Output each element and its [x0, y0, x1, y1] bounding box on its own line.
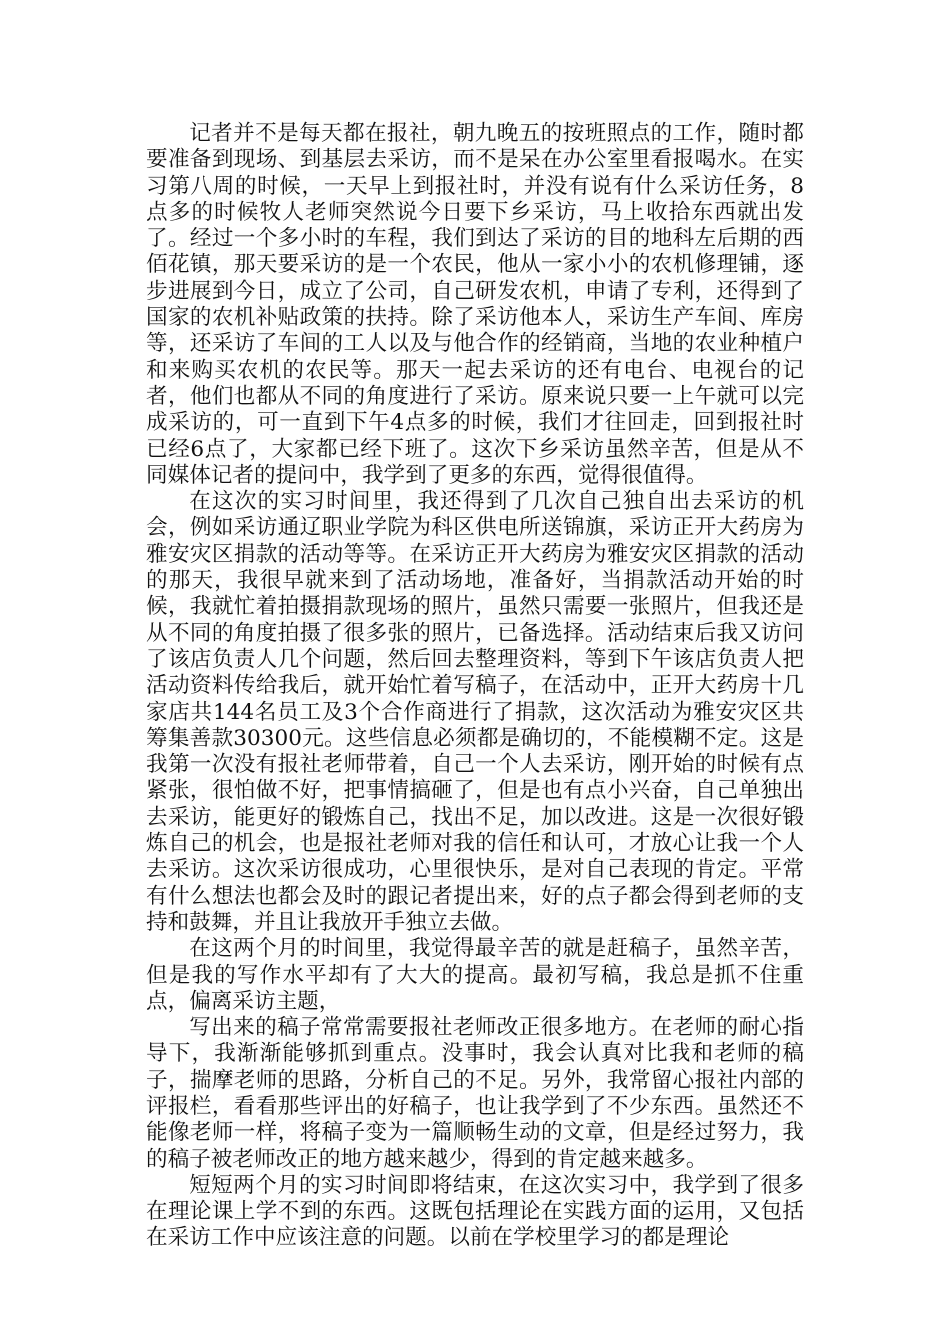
paragraph-5: 短短两个月的实习时间即将结束，在这次实习中，我学到了很多在理论课上学不到的东西。这既包括理论在实践方面的运用，又包括在采访工作中应该注意的问题。以前在学校里学习的都是理论 [146, 1172, 804, 1251]
paragraph-4: 写出来的稿子常常需要报社老师改正很多地方。在老师的耐心指导下，我渐渐能够抓到重点。没事时，我会认真对比我和老师的稿子，揣摩老师的思路，分析自己的不足。另外，我常留心报社内部的评报栏，看看那些评出的好稿子，也让我学到了不少东西。虽然还不能像老师一样，将稿子变为一篇顺畅生动的文章，但是经过努力，我的稿子被老师改正的地方越来越少，得到的肯定越来越多。 [146, 1015, 804, 1172]
document-body [146, 121, 804, 1252]
paragraph-3: 在这两个月的时间里，我觉得最辛苦的就是赶稿子，虽然辛苦，但是我的写作水平却有了大大的提高。最初写稿，我总是抓不住重点，偏离采访主题， [146, 936, 804, 1014]
paragraph-2: 在这次的实习时间里，我还得到了几次自己独自出去采访的机会，例如采访通辽职业学院为科区供电所送锦旗，采访正开大药房为雅安灾区捐款的活动等等。在采访正开大药房为雅安灾区捐款的活动的那天，我很早就来到了活动场地，准备好，当捐款活动开始的时候，我就忙着拍摄捐款现场的照片，虽然只需要一张照片，但我还是从不同的角度拍摄了很多张的照片，已备选择。活动结束后我又访问了该店负责人几个问题，然后回去整理资料，等到下午该店负责人把活动资料传给我后，就开始忙着写稿子，在活动中，正开大药房十几家店共144名员工及3个合作商进行了捐款，这次活动为雅安灾区共筹集善款30300元。这些信息必须都是确切的，不能模糊不定。这是我第一次没有报社老师带着，自己一个人去采访，刚开始的时候有点紧张，很怕做不好，把事情搞砸了，但是也有点小兴奋，自己单独出去采访，能更好的锻炼自己，找出不足，加以改进。这是一次很好锻炼自己的机会，也是报社老师对我的信任和认可，才放心让我一个人去采访。这次采访很成功，心里很快乐，是对自己表现的肯定。平常有什么想法也都会及时的跟记者提出来，好的点子都会得到老师的支持和鼓舞，并且让我放开手独立去做。 [146, 489, 804, 935]
paragraph-1: 记者并不是每天都在报社，朝九晚五的按班照点的工作，随时都要准备到现场、到基层去采访，而不是呆在办公室里看报喝水。在实习第八周的时候，一天早上到报社时，并没有说有什么采访任务，8点多的时候牧人老师突然说今日要下乡采访，马上收拾东西就出发了。经过一个多小时的车程，我们到达了采访的目的地科左后期的西佰花镇，那天要采访的是一个农民，他从一家小小的农机修理铺，逐步进展到今日，成立了公司，自己研发农机，申请了专利，还得到了国家的农机补贴政策的扶持。除了采访他本人，采访生产车间、库房等，还采访了车间的工人以及与他合作的经销商，当地的农业种植户和来购买农机的农民等。那天一起去采访的还有电台、电视台的记者，他们也都从不同的角度进行了采访。原来说只要一上午就可以完成采访的，可一直到下午4点多的时候，我们才往回走，回到报社时已经6点了，大家都已经下班了。这次下乡采访虽然辛苦，但是从不同媒体记者的提问中，我学到了更多的东西，觉得很值得。 [146, 121, 804, 488]
